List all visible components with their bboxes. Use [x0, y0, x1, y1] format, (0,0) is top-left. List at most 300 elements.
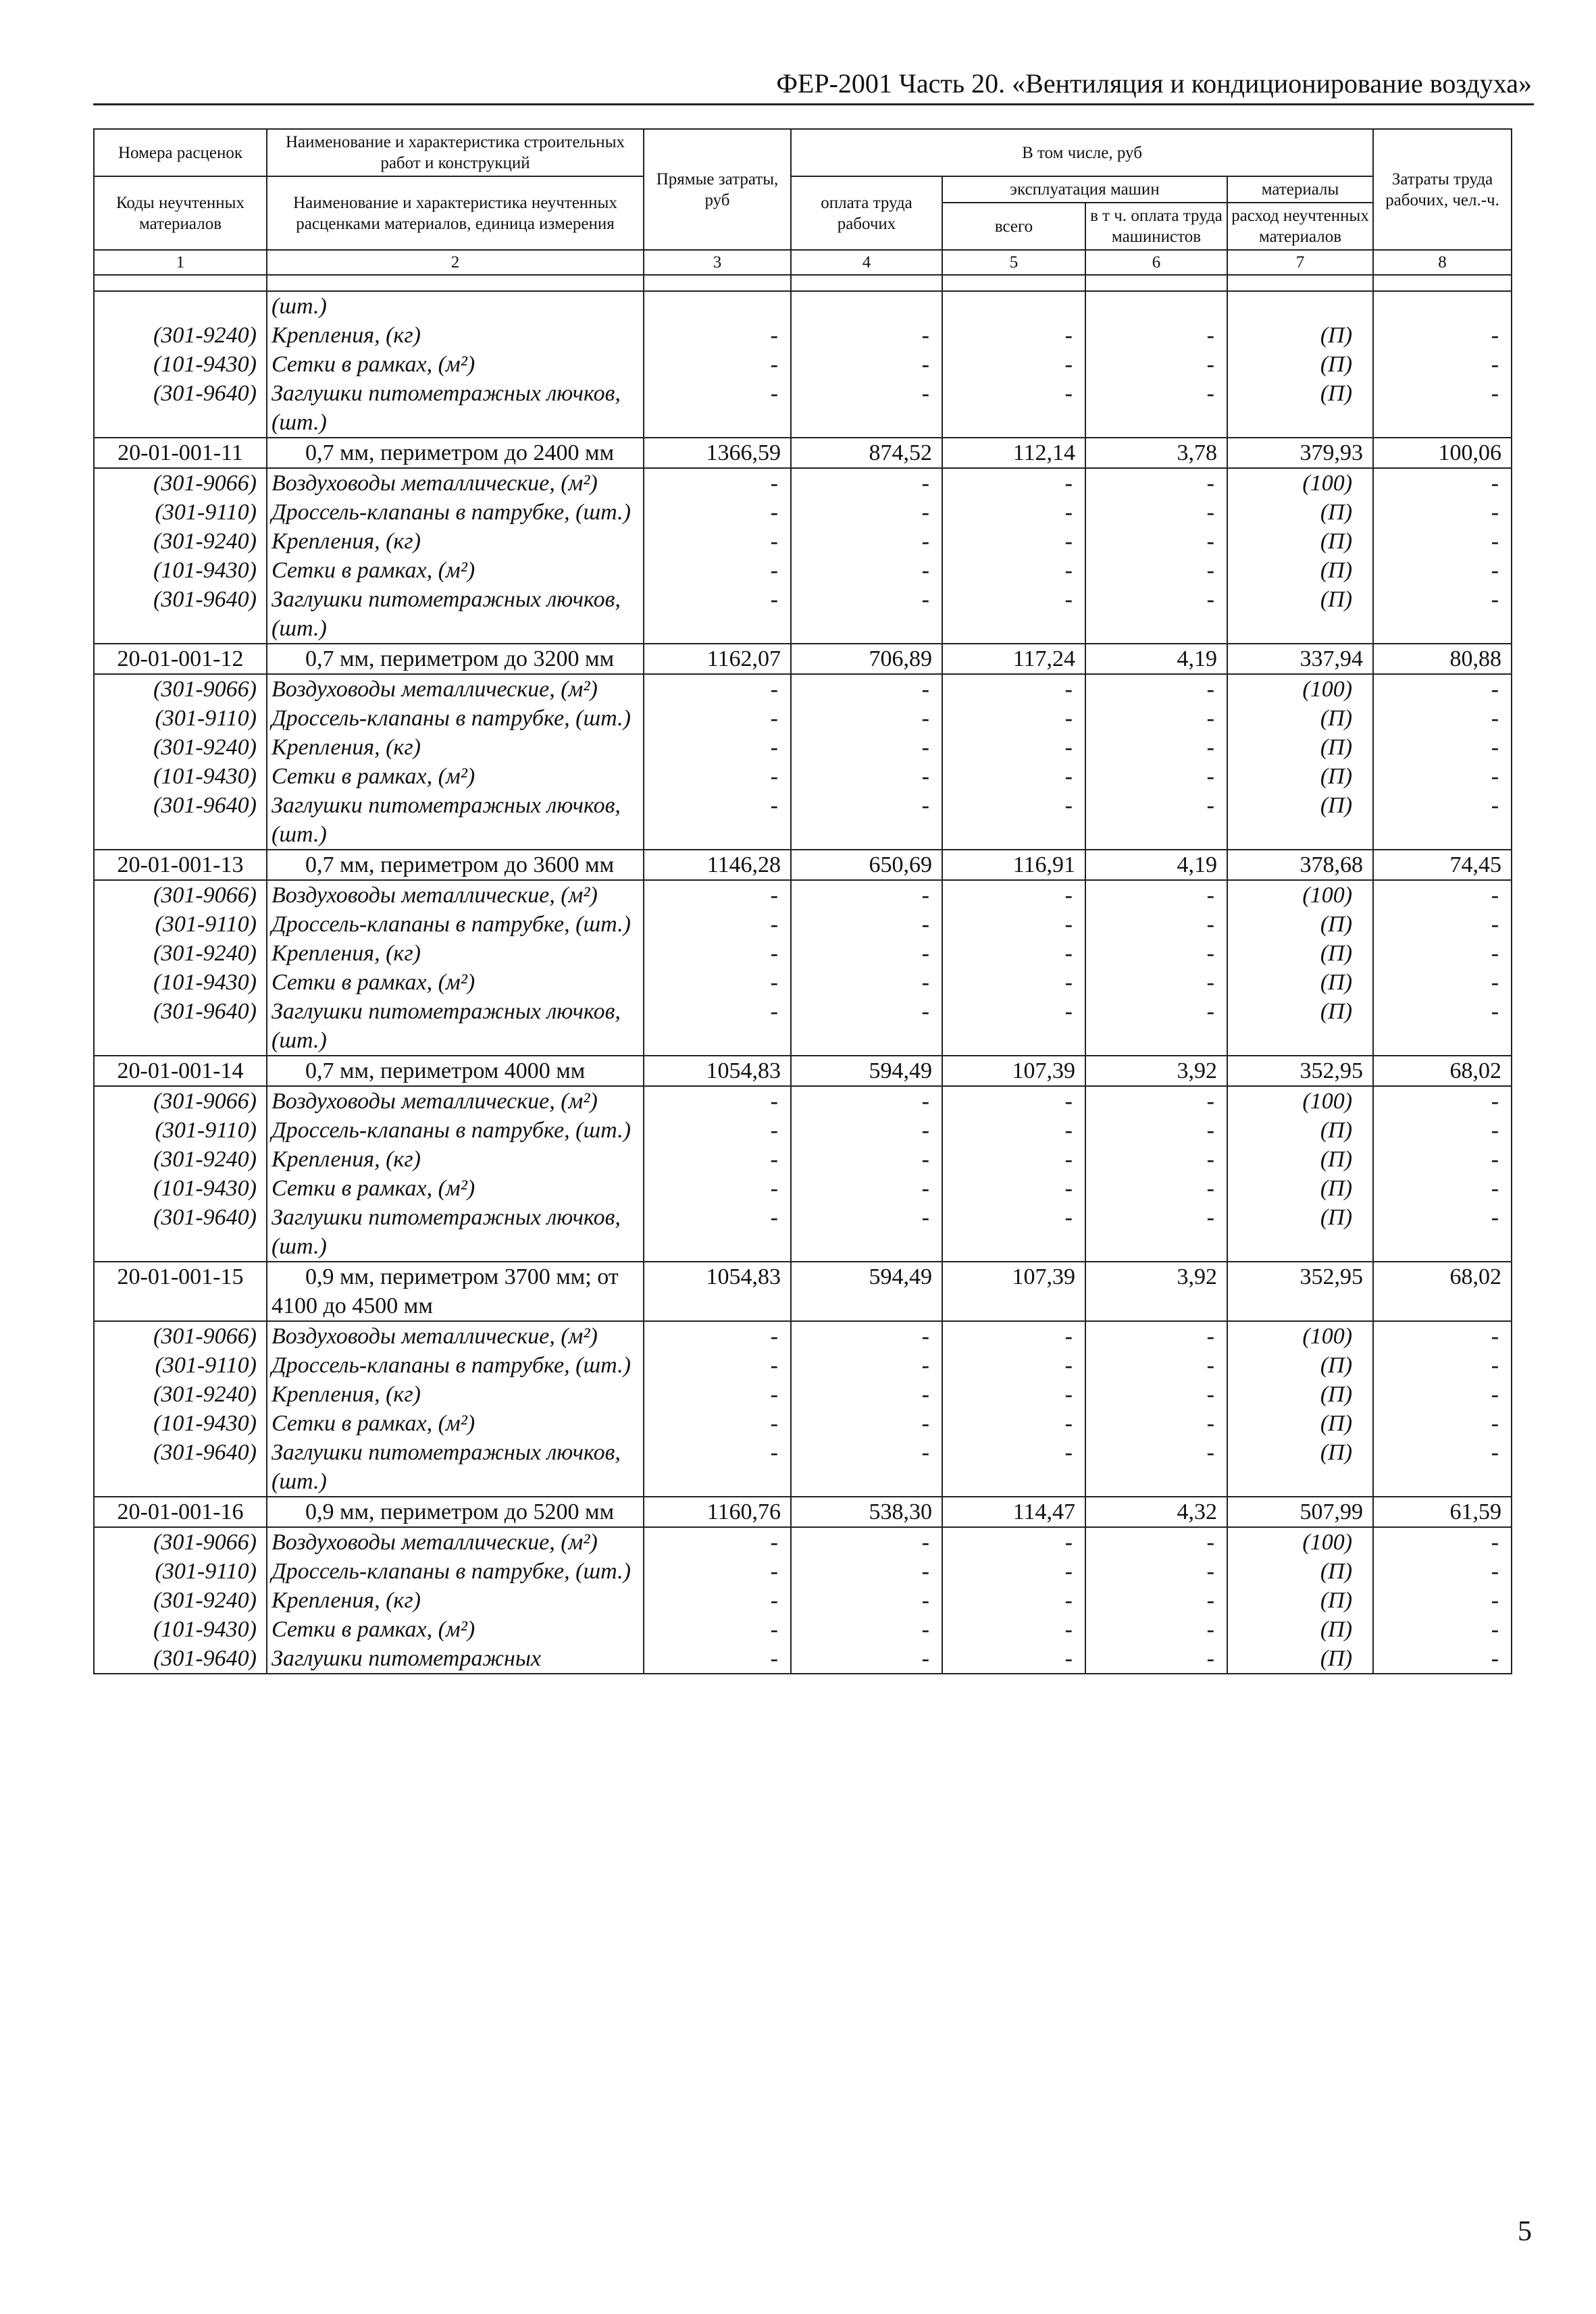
material-row — [94, 1586, 1512, 1615]
material-machines: - — [942, 1086, 1085, 1116]
material-row — [94, 1351, 1512, 1380]
material-wages: - — [791, 556, 942, 585]
machines-total: 107,39 — [942, 1056, 1085, 1086]
material-machinists: - — [1085, 1615, 1227, 1644]
material-name: Крепления, (кг) — [267, 939, 644, 968]
rate-row — [94, 850, 1512, 880]
material-direct-cost: - — [644, 585, 791, 644]
header-rule — [93, 103, 1534, 105]
material-code: (301-9240) — [94, 939, 267, 968]
material-code: (101-9430) — [94, 968, 267, 997]
material-name: Сетки в рамках, (м²) — [267, 350, 644, 379]
material-name: Сетки в рамках, (м²) — [267, 1174, 644, 1203]
rate-code: 20-01-001-16 — [94, 1497, 267, 1527]
material-code: (301-9240) — [94, 321, 267, 350]
material-wages: - — [791, 1615, 942, 1644]
material-name: Крепления, (кг) — [267, 733, 644, 762]
material-direct-cost: - — [644, 527, 791, 556]
material-row — [94, 1174, 1512, 1203]
direct-cost: 1054,83 — [644, 1056, 791, 1086]
material-machines: - — [942, 321, 1085, 350]
material-name: Воздуховоды металлические, (м²) — [267, 1527, 644, 1557]
material-machinists: - — [1085, 1321, 1227, 1351]
material-consumption: (П) — [1227, 791, 1373, 850]
material-machinists: - — [1085, 1586, 1227, 1615]
material-code: (301-9240) — [94, 733, 267, 762]
material-machines: - — [942, 791, 1085, 850]
material-row — [94, 468, 1512, 498]
material-name: Заглушки питометражных лючков, (шт.) — [267, 791, 644, 850]
material-direct-cost: - — [644, 1174, 791, 1203]
material-name: Заглушки питометражных лючков, (шт.) — [267, 585, 644, 644]
machinists-wages: 3,92 — [1085, 1056, 1227, 1086]
col-number: 5 — [942, 250, 1085, 275]
material-consumption: (П) — [1227, 762, 1373, 791]
material-code: (301-9110) — [94, 1557, 267, 1586]
material-labor: - — [1373, 1586, 1512, 1615]
machinists-wages: 4,19 — [1085, 850, 1227, 880]
material-consumption: (П) — [1227, 968, 1373, 997]
materials-cost: 507,99 — [1227, 1497, 1373, 1527]
material-code: (301-9640) — [94, 1203, 267, 1262]
material-wages: - — [791, 968, 942, 997]
material-labor: - — [1373, 1409, 1512, 1438]
table-body — [94, 275, 1512, 1674]
col-number: 2 — [267, 250, 644, 275]
material-direct-cost: - — [644, 1409, 791, 1438]
material-code: (101-9430) — [94, 762, 267, 791]
material-machinists: - — [1085, 1438, 1227, 1497]
labor-hours: 61,59 — [1373, 1497, 1512, 1527]
material-machines: - — [942, 1203, 1085, 1262]
material-consumption: (П) — [1227, 498, 1373, 527]
material-consumption: (100) — [1227, 880, 1373, 910]
material-consumption: (П) — [1227, 1586, 1373, 1615]
material-machinists: - — [1085, 556, 1227, 585]
rate-row — [94, 644, 1512, 674]
material-labor: - — [1373, 556, 1512, 585]
material-wages: - — [791, 585, 942, 644]
material-code: (301-9066) — [94, 1086, 267, 1116]
rate-code: 20-01-001-12 — [94, 644, 267, 674]
material-direct-cost: - — [644, 350, 791, 379]
material-labor: - — [1373, 1174, 1512, 1203]
material-wages: - — [791, 468, 942, 498]
material-row — [94, 704, 1512, 733]
material-row — [94, 1145, 1512, 1174]
material-machines: - — [942, 1557, 1085, 1586]
material-consumption: (П) — [1227, 1438, 1373, 1497]
material-machinists: - — [1085, 1203, 1227, 1262]
material-wages: - — [791, 1086, 942, 1116]
material-labor: - — [1373, 321, 1512, 350]
material-machines: - — [942, 910, 1085, 939]
material-row — [94, 350, 1512, 379]
col-number: 1 — [94, 250, 267, 275]
material-direct-cost: - — [644, 1086, 791, 1116]
material-wages: - — [791, 1527, 942, 1557]
rate-code: 20-01-001-14 — [94, 1056, 267, 1086]
rate-row — [94, 1056, 1512, 1086]
material-labor: - — [1373, 379, 1512, 438]
material-row — [94, 1615, 1512, 1644]
material-machinists: - — [1085, 1086, 1227, 1116]
document-header-title: ФЕР-2001 Часть 20. «Вентиляция и кондиционирование воздуха» — [776, 68, 1532, 99]
material-name: Дроссель-клапаны в патрубке, (шт.) — [267, 498, 644, 527]
material-labor: - — [1373, 527, 1512, 556]
labor-hours: 100,06 — [1373, 438, 1512, 468]
material-row — [94, 968, 1512, 997]
col6-header: в т ч. оплата труда машинистов — [1085, 203, 1227, 250]
material-name: Дроссель-клапаны в патрубке, (шт.) — [267, 1557, 644, 1586]
material-machinists: - — [1085, 1644, 1227, 1674]
machinists-wages: 3,92 — [1085, 1262, 1227, 1321]
rate-code: 20-01-001-15 — [94, 1262, 267, 1321]
materials-header: материалы — [1227, 176, 1373, 203]
material-labor: - — [1373, 704, 1512, 733]
material-row — [94, 527, 1512, 556]
material-labor: - — [1373, 1203, 1512, 1262]
direct-cost: 1162,07 — [644, 644, 791, 674]
material-code: (301-9066) — [94, 1321, 267, 1351]
material-labor: - — [1373, 498, 1512, 527]
material-wages: - — [791, 1438, 942, 1497]
material-wages: - — [791, 762, 942, 791]
material-direct-cost: - — [644, 1644, 791, 1674]
material-machines: - — [942, 1438, 1085, 1497]
material-code: (301-9640) — [94, 379, 267, 438]
material-name: Крепления, (кг) — [267, 321, 644, 350]
col-number: 4 — [791, 250, 942, 275]
rate-name: 0,7 мм, периметром до 3200 мм — [267, 644, 644, 674]
continuation-row — [94, 291, 1512, 321]
material-consumption: (П) — [1227, 1116, 1373, 1145]
material-labor: - — [1373, 585, 1512, 644]
material-name: Заглушки питометражных лючков, (шт.) — [267, 1438, 644, 1497]
rate-code: 20-01-001-11 — [94, 438, 267, 468]
material-code: (101-9430) — [94, 556, 267, 585]
material-name: Сетки в рамках, (м²) — [267, 1409, 644, 1438]
material-direct-cost: - — [644, 1380, 791, 1409]
material-labor: - — [1373, 939, 1512, 968]
material-wages: - — [791, 704, 942, 733]
material-consumption: (100) — [1227, 1086, 1373, 1116]
direct-cost: 1146,28 — [644, 850, 791, 880]
material-code: (301-9240) — [94, 1586, 267, 1615]
material-code: (101-9430) — [94, 1409, 267, 1438]
material-code: (301-9110) — [94, 1116, 267, 1145]
machines-total: 116,91 — [942, 850, 1085, 880]
material-machines: - — [942, 1409, 1085, 1438]
material-direct-cost: - — [644, 1557, 791, 1586]
material-labor: - — [1373, 1644, 1512, 1674]
material-consumption: (100) — [1227, 1321, 1373, 1351]
material-wages: - — [791, 350, 942, 379]
material-name: Сетки в рамках, (м²) — [267, 968, 644, 997]
material-labor: - — [1373, 1615, 1512, 1644]
material-machines: - — [942, 585, 1085, 644]
material-code: (301-9066) — [94, 1527, 267, 1557]
col5-header: всего — [942, 203, 1085, 250]
material-machines: - — [942, 1351, 1085, 1380]
material-machines: - — [942, 674, 1085, 704]
rate-name: 0,7 мм, периметром до 2400 мм — [267, 438, 644, 468]
material-direct-cost: - — [644, 1351, 791, 1380]
material-direct-cost: - — [644, 1438, 791, 1497]
material-labor: - — [1373, 1557, 1512, 1586]
col4-header: оплата труда рабочих — [791, 176, 942, 250]
material-machinists: - — [1085, 1351, 1227, 1380]
material-wages: - — [791, 880, 942, 910]
machines-total: 117,24 — [942, 644, 1085, 674]
material-consumption: (П) — [1227, 1145, 1373, 1174]
material-code: (301-9066) — [94, 674, 267, 704]
material-labor: - — [1373, 880, 1512, 910]
material-direct-cost: - — [644, 997, 791, 1056]
material-wages: - — [791, 1380, 942, 1409]
material-wages: - — [791, 1203, 942, 1262]
material-wages: - — [791, 997, 942, 1056]
material-consumption: (П) — [1227, 1409, 1373, 1438]
material-machines: - — [942, 498, 1085, 527]
material-wages: - — [791, 1145, 942, 1174]
material-consumption: (П) — [1227, 1557, 1373, 1586]
material-row — [94, 910, 1512, 939]
material-machinists: - — [1085, 321, 1227, 350]
col8-header: Затраты труда рабочих, чел.-ч. — [1373, 129, 1512, 250]
material-labor: - — [1373, 1145, 1512, 1174]
material-code: (301-9240) — [94, 1380, 267, 1409]
material-machinists: - — [1085, 880, 1227, 910]
material-consumption: (П) — [1227, 556, 1373, 585]
material-code: (301-9110) — [94, 910, 267, 939]
material-machinists: - — [1085, 704, 1227, 733]
material-code: (301-9066) — [94, 880, 267, 910]
material-consumption: (П) — [1227, 1380, 1373, 1409]
material-wages: - — [791, 1557, 942, 1586]
material-direct-cost: - — [644, 556, 791, 585]
material-machines: - — [942, 468, 1085, 498]
material-machines: - — [942, 997, 1085, 1056]
material-name: Заглушки питометражных лючков, (шт.) — [267, 1203, 644, 1262]
material-machines: - — [942, 379, 1085, 438]
col1-header-bottom: Коды неучтенных материалов — [94, 176, 267, 250]
material-row — [94, 733, 1512, 762]
material-consumption: (П) — [1227, 910, 1373, 939]
material-row — [94, 379, 1512, 438]
material-labor: - — [1373, 674, 1512, 704]
material-machinists: - — [1085, 762, 1227, 791]
material-machinists: - — [1085, 1174, 1227, 1203]
material-wages: - — [791, 674, 942, 704]
material-consumption: (П) — [1227, 733, 1373, 762]
material-machinists: - — [1085, 498, 1227, 527]
material-wages: - — [791, 1116, 942, 1145]
material-machinists: - — [1085, 733, 1227, 762]
material-consumption: (П) — [1227, 997, 1373, 1056]
machinists-wages: 4,32 — [1085, 1497, 1227, 1527]
material-direct-cost: - — [644, 1321, 791, 1351]
material-name: Дроссель-клапаны в патрубке, (шт.) — [267, 1116, 644, 1145]
material-direct-cost: - — [644, 1145, 791, 1174]
material-wages: - — [791, 910, 942, 939]
material-machines: - — [942, 1644, 1085, 1674]
material-direct-cost: - — [644, 704, 791, 733]
material-name: Дроссель-клапаны в патрубке, (шт.) — [267, 704, 644, 733]
material-wages: - — [791, 939, 942, 968]
material-machinists: - — [1085, 585, 1227, 644]
labor-hours: 80,88 — [1373, 644, 1512, 674]
material-consumption: (П) — [1227, 939, 1373, 968]
material-machinists: - — [1085, 468, 1227, 498]
material-machines: - — [942, 939, 1085, 968]
material-machines: - — [942, 1380, 1085, 1409]
material-machinists: - — [1085, 1145, 1227, 1174]
wages: 706,89 — [791, 644, 942, 674]
machines-total: 107,39 — [942, 1262, 1085, 1321]
rate-code: 20-01-001-13 — [94, 850, 267, 880]
material-name: Сетки в рамках, (м²) — [267, 556, 644, 585]
material-code: (301-9240) — [94, 1145, 267, 1174]
material-name: Крепления, (кг) — [267, 1380, 644, 1409]
material-code: (301-9640) — [94, 997, 267, 1056]
material-direct-cost: - — [644, 1527, 791, 1557]
col-number: 7 — [1227, 250, 1373, 275]
materials-cost: 352,95 — [1227, 1262, 1373, 1321]
material-code: (101-9430) — [94, 1174, 267, 1203]
material-wages: - — [791, 1174, 942, 1203]
col-number: 8 — [1373, 250, 1512, 275]
material-name: Воздуховоды металлические, (м²) — [267, 1321, 644, 1351]
material-name: Воздуховоды металлические, (м²) — [267, 880, 644, 910]
material-consumption: (П) — [1227, 1644, 1373, 1674]
material-wages: - — [791, 527, 942, 556]
col-number: 3 — [644, 250, 791, 275]
materials-cost: 379,93 — [1227, 438, 1373, 468]
material-code: (301-9110) — [94, 498, 267, 527]
material-machinists: - — [1085, 379, 1227, 438]
machines-header: эксплуатация машин — [942, 176, 1227, 203]
material-name: Дроссель-клапаны в патрубке, (шт.) — [267, 1351, 644, 1380]
material-wages: - — [791, 1351, 942, 1380]
material-wages: - — [791, 379, 942, 438]
material-code: (301-9110) — [94, 1351, 267, 1380]
material-row — [94, 1380, 1512, 1409]
material-code: (301-9240) — [94, 527, 267, 556]
material-code: (301-9640) — [94, 791, 267, 850]
wages: 874,52 — [791, 438, 942, 468]
material-labor: - — [1373, 997, 1512, 1056]
material-machinists: - — [1085, 968, 1227, 997]
material-wages: - — [791, 733, 942, 762]
material-code: (101-9430) — [94, 1615, 267, 1644]
material-direct-cost: - — [644, 1586, 791, 1615]
material-machinists: - — [1085, 1116, 1227, 1145]
material-row — [94, 880, 1512, 910]
col7-header: расход неучтенных материалов — [1227, 203, 1373, 250]
material-wages: - — [791, 1586, 942, 1615]
material-direct-cost: - — [644, 674, 791, 704]
wages: 538,30 — [791, 1497, 942, 1527]
material-direct-cost: - — [644, 733, 791, 762]
material-machinists: - — [1085, 1409, 1227, 1438]
material-labor: - — [1373, 1116, 1512, 1145]
col2-header-bottom: Наименование и характеристика неучтенных расценками материалов, единица измерения — [267, 176, 644, 250]
material-labor: - — [1373, 762, 1512, 791]
material-consumption: (П) — [1227, 1174, 1373, 1203]
material-row — [94, 997, 1512, 1056]
material-row — [94, 321, 1512, 350]
material-direct-cost: - — [644, 1615, 791, 1644]
material-wages: - — [791, 498, 942, 527]
material-row — [94, 1409, 1512, 1438]
material-name: Заглушки питометражных лючков, (шт.) — [267, 379, 644, 438]
material-machinists: - — [1085, 997, 1227, 1056]
material-direct-cost: - — [644, 968, 791, 997]
material-direct-cost: - — [644, 791, 791, 850]
rate-row — [94, 1497, 1512, 1527]
material-machines: - — [942, 704, 1085, 733]
labor-hours: 68,02 — [1373, 1056, 1512, 1086]
material-wages: - — [791, 1644, 942, 1674]
material-row — [94, 498, 1512, 527]
material-labor: - — [1373, 1380, 1512, 1409]
material-name: Заглушки питометражных лючков, (шт.) — [267, 997, 644, 1056]
material-machines: - — [942, 556, 1085, 585]
material-code: (301-9640) — [94, 1644, 267, 1674]
material-machines: - — [942, 527, 1085, 556]
wages: 650,69 — [791, 850, 942, 880]
material-machines: - — [942, 968, 1085, 997]
material-row — [94, 585, 1512, 644]
material-row — [94, 674, 1512, 704]
material-consumption: (П) — [1227, 350, 1373, 379]
group-header: В том числе, руб — [791, 129, 1373, 176]
material-name: Крепления, (кг) — [267, 1586, 644, 1615]
material-machines: - — [942, 880, 1085, 910]
material-machines: - — [942, 1174, 1085, 1203]
material-labor: - — [1373, 910, 1512, 939]
material-labor: - — [1373, 1527, 1512, 1557]
material-code: (301-9110) — [94, 704, 267, 733]
material-direct-cost: - — [644, 468, 791, 498]
col2-header-top: Наименование и характеристика строительных работ и конструкций — [267, 129, 644, 176]
material-machinists: - — [1085, 910, 1227, 939]
material-consumption: (П) — [1227, 585, 1373, 644]
rate-name: 0,7 мм, периметром до 3600 мм — [267, 850, 644, 880]
material-wages: - — [791, 321, 942, 350]
material-code: (301-9640) — [94, 585, 267, 644]
material-labor: - — [1373, 1438, 1512, 1497]
material-direct-cost: - — [644, 880, 791, 910]
blank-row — [94, 275, 1512, 291]
material-name: Воздуховоды металлические, (м²) — [267, 468, 644, 498]
material-labor: - — [1373, 1086, 1512, 1116]
material-machines: - — [942, 1116, 1085, 1145]
material-consumption: (П) — [1227, 1203, 1373, 1262]
material-row — [94, 1116, 1512, 1145]
material-machinists: - — [1085, 791, 1227, 850]
material-consumption: (П) — [1227, 379, 1373, 438]
material-machinists: - — [1085, 527, 1227, 556]
materials-cost: 337,94 — [1227, 644, 1373, 674]
material-direct-cost: - — [644, 1116, 791, 1145]
material-machines: - — [942, 1321, 1085, 1351]
page-number: 5 — [1518, 2216, 1532, 2247]
rate-name: 0,9 мм, периметром 3700 мм; от 4100 до 4500 мм — [267, 1262, 644, 1321]
material-direct-cost: - — [644, 762, 791, 791]
material-name: Крепления, (кг) — [267, 527, 644, 556]
